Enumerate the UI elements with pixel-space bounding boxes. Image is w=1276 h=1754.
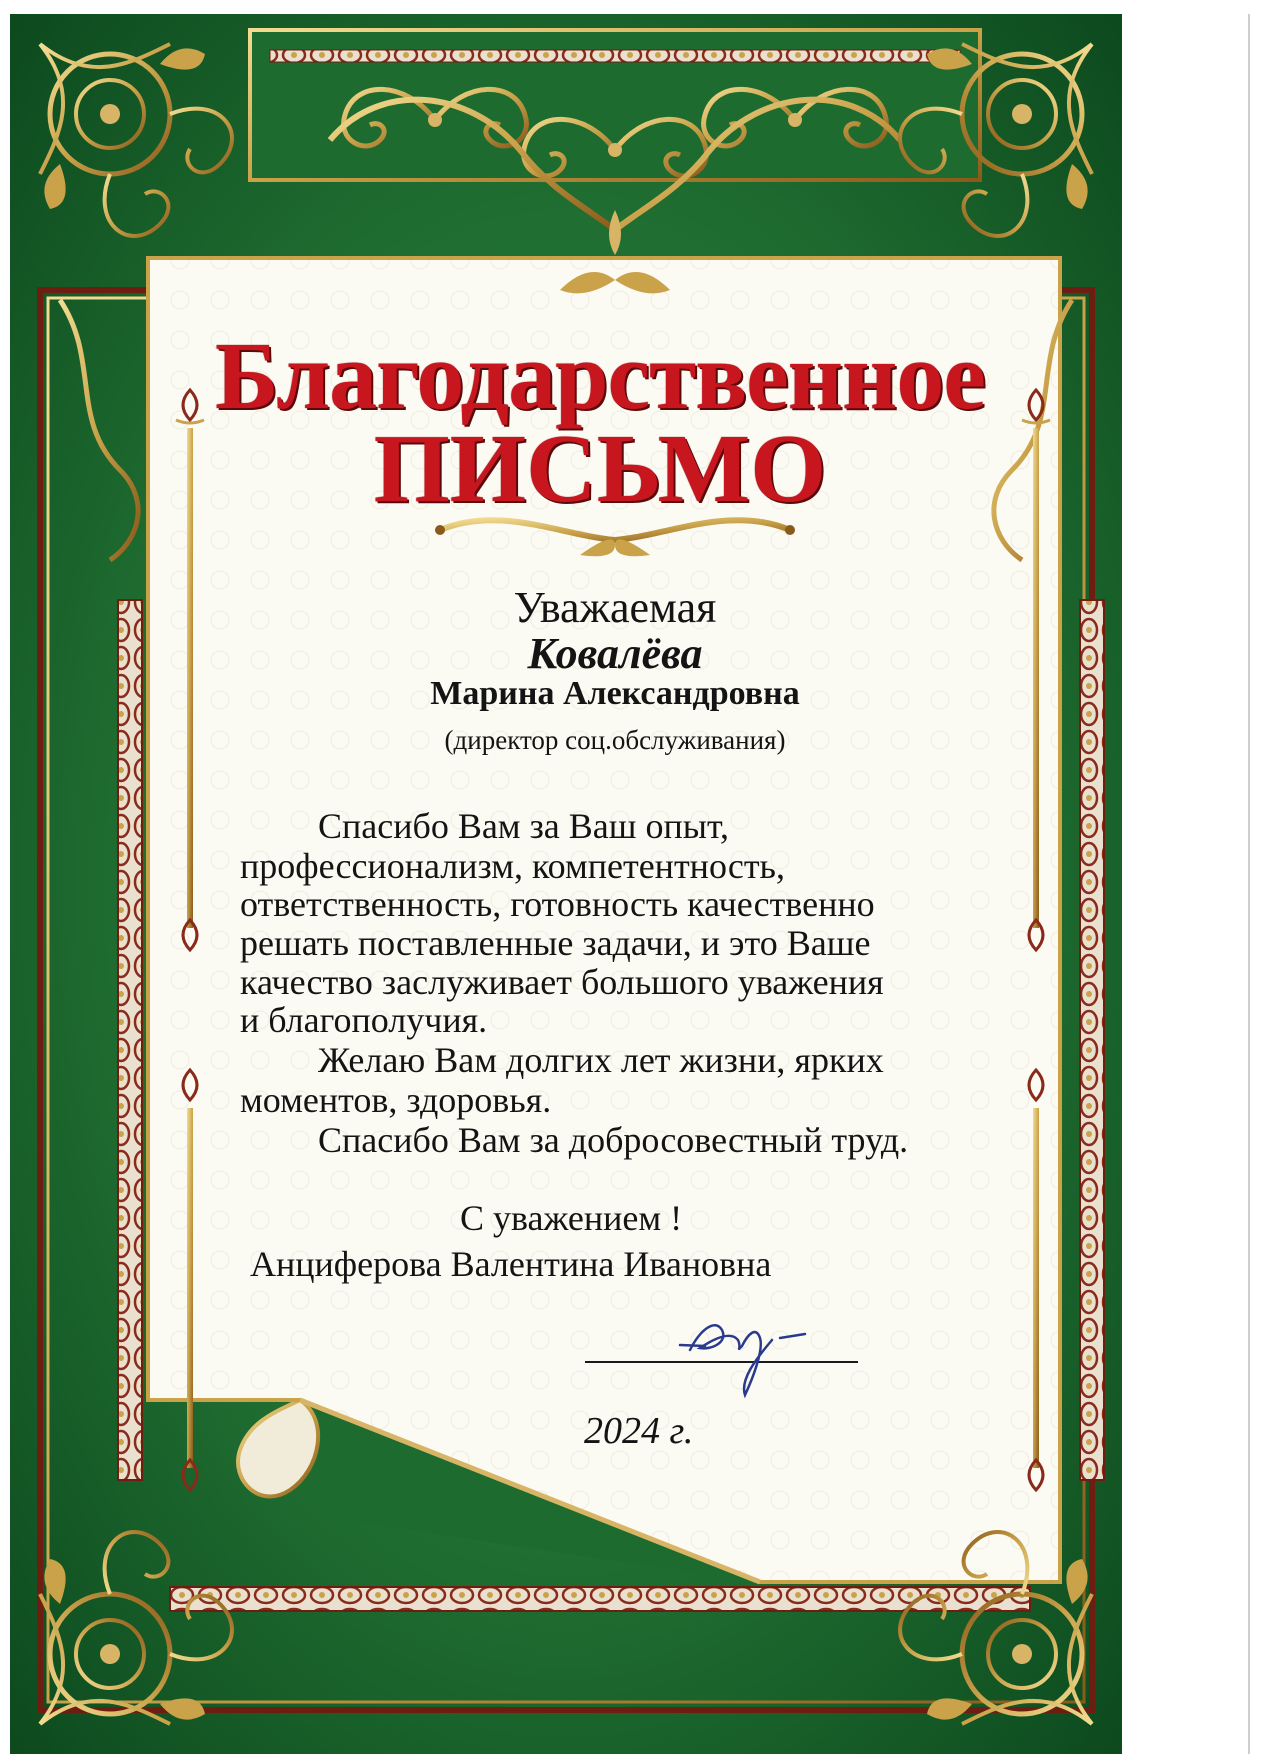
certificate-title-line-1: Благодарственное (215, 322, 985, 429)
body-line: решать поставленные задачи, и это Ваше (240, 923, 871, 963)
body-line: Спасибо Вам за Ваш опыт, (318, 806, 729, 846)
recipient-given-names: Марина Александровна (430, 675, 800, 712)
document-date: 2024 г. (584, 1410, 694, 1452)
body-line: Спасибо Вам за добросовестный труд. (318, 1120, 909, 1160)
top-band-inner (270, 50, 960, 62)
body-line: качество заслуживает большого уважения (240, 962, 884, 1002)
certificate-title-line-2: ПИСЬМО (373, 415, 827, 523)
salutation: Уважаемая (513, 583, 717, 632)
body-line: и благополучия. (240, 1000, 488, 1040)
body-line: Желаю Вам долгих лет жизни, ярких (318, 1040, 884, 1080)
scan-margin (1122, 0, 1276, 1754)
body-line: профессионализм, компетентность, (240, 846, 785, 886)
bottom-chain (170, 1587, 1030, 1611)
body-line: ответственность, готовность качественно (240, 884, 875, 924)
recipient-surname: Ковалёва (527, 629, 703, 678)
recipient-position: (директор соц.обслуживания) (444, 725, 786, 755)
closing-phrase: С уважением ! (460, 1198, 683, 1238)
body-line: моментов, здоровья. (240, 1080, 552, 1120)
signer-name: Анциферова Валентина Ивановна (250, 1244, 772, 1284)
